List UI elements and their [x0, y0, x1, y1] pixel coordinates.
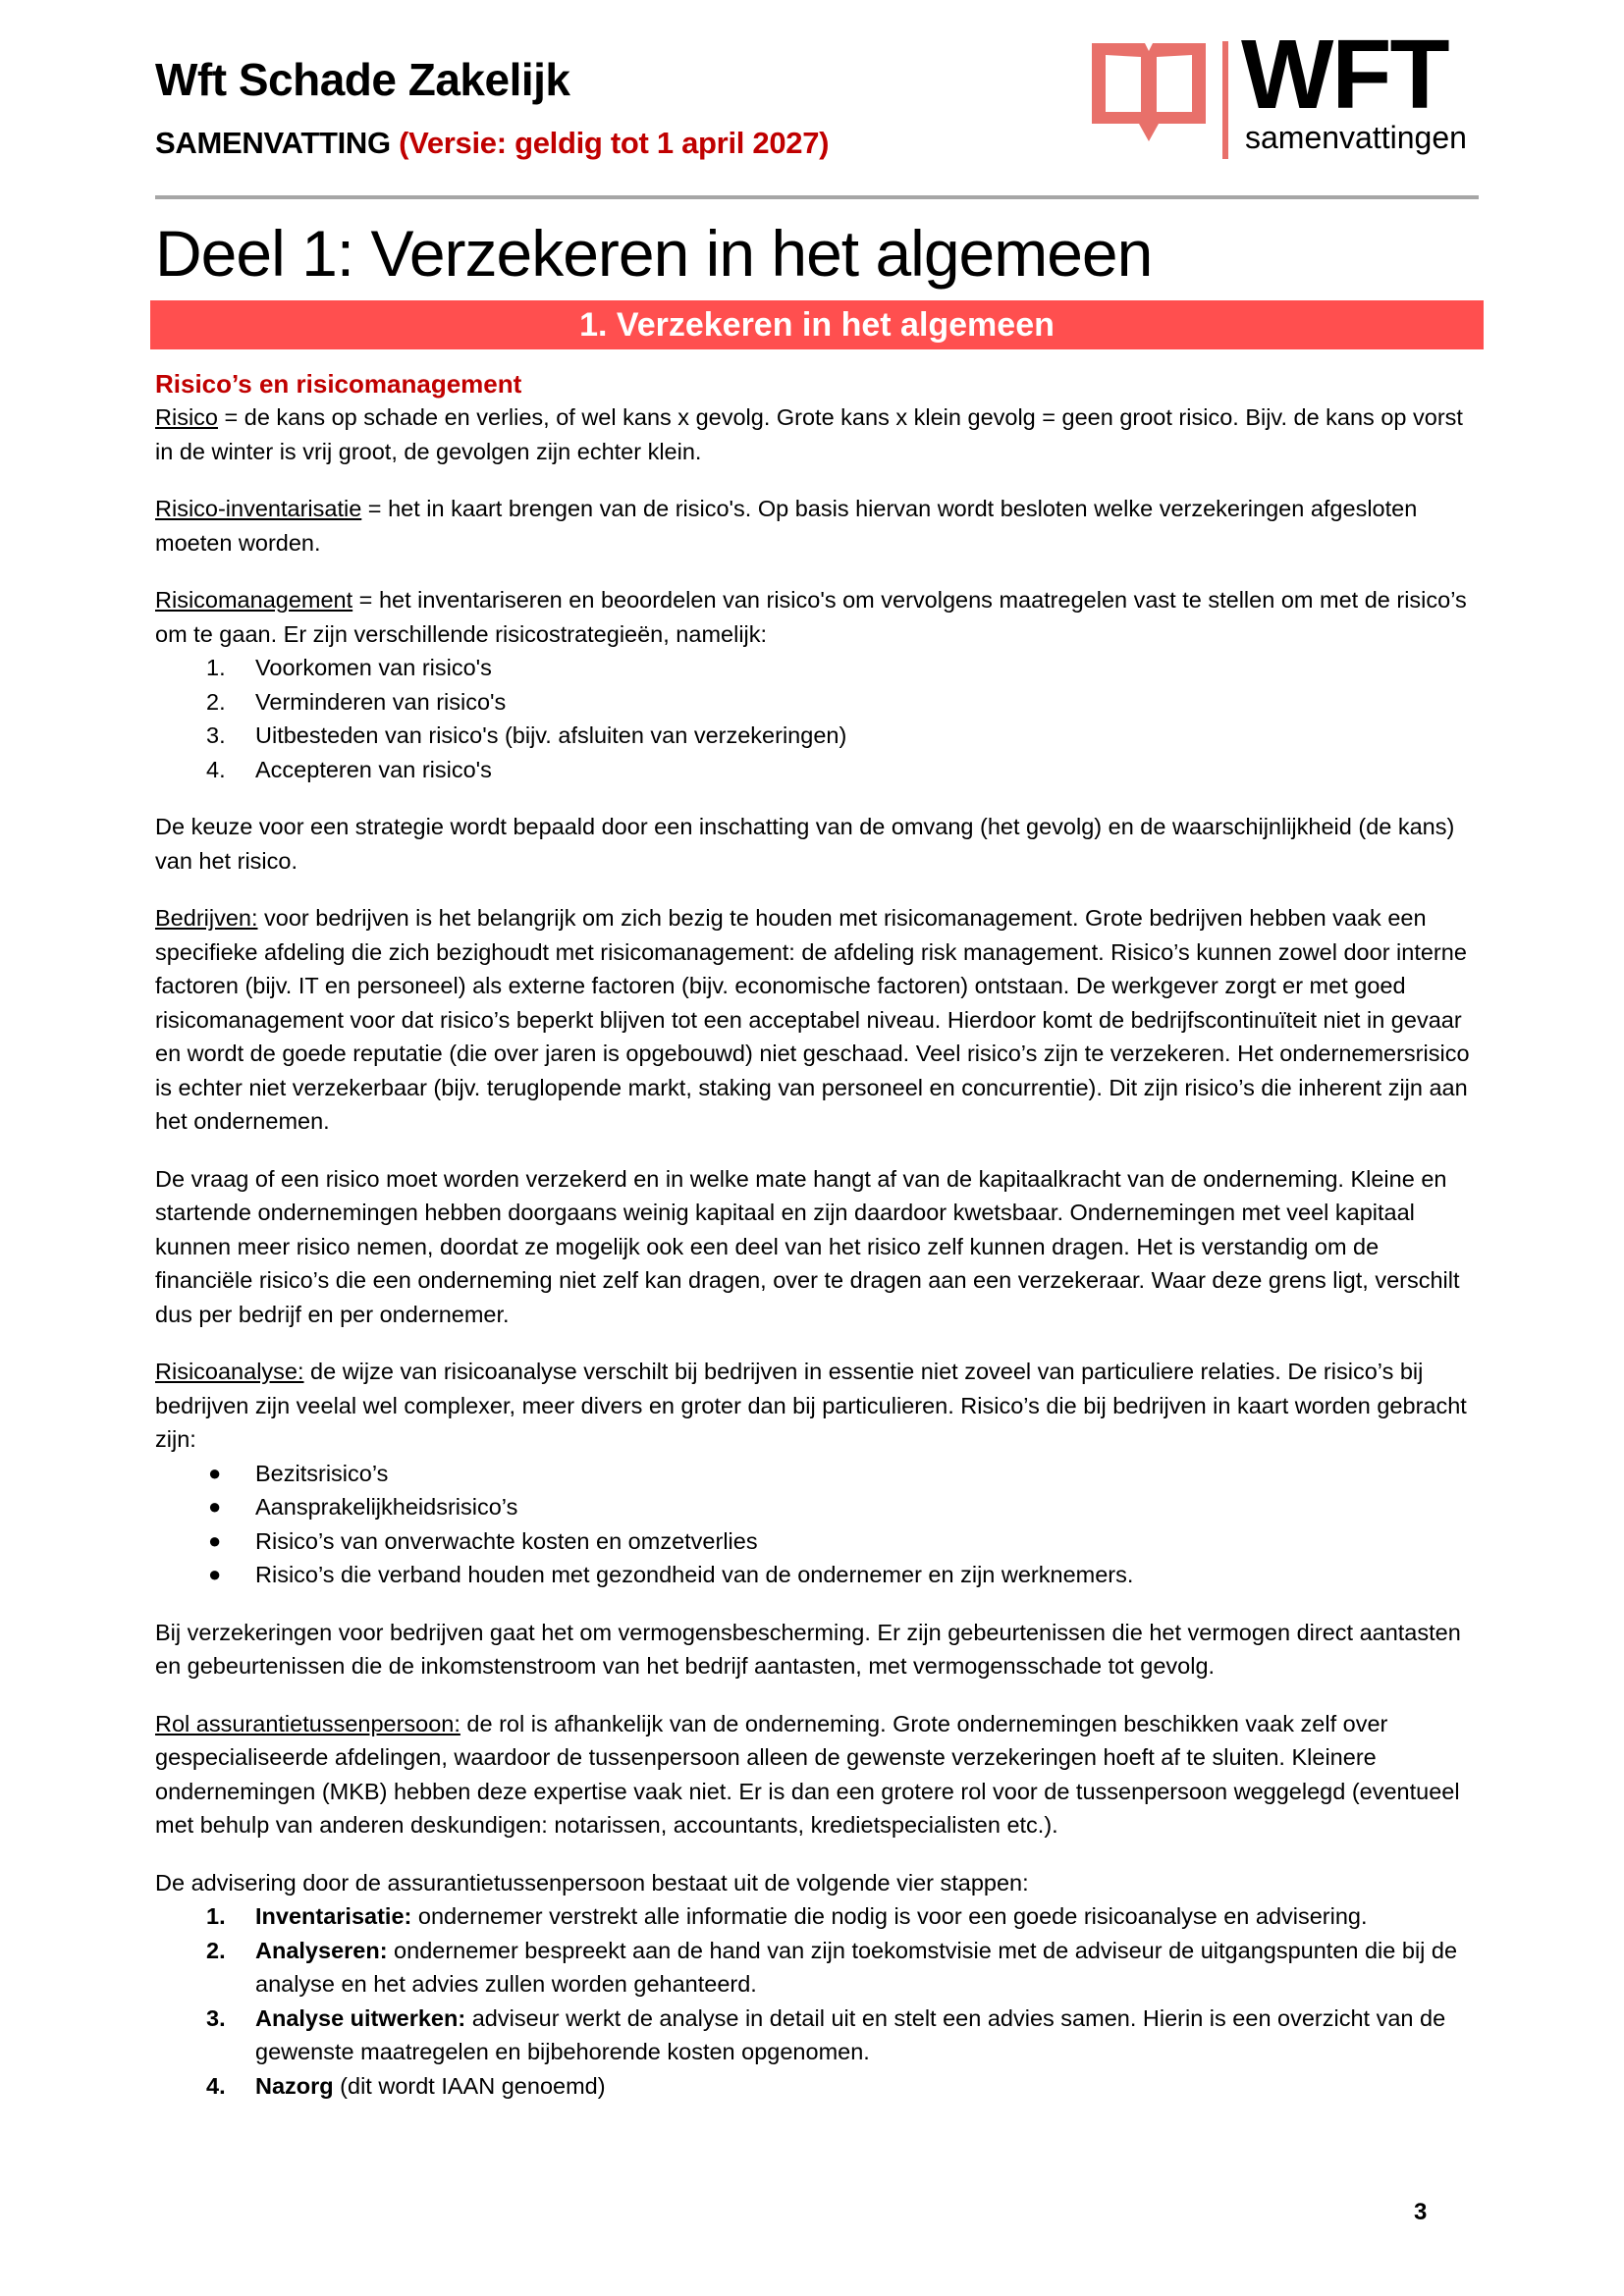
subtitle-label: SAMENVATTING	[155, 126, 391, 160]
list-number: 3.	[206, 722, 226, 748]
step-label: Inventarisatie:	[255, 1903, 412, 1929]
list-text: Aansprakelijkheidsrisico’s	[255, 1494, 518, 1520]
wft-logo	[1088, 20, 1481, 163]
list-number: 2.	[206, 688, 226, 715]
definition-text: = het in kaart brengen van de risico's. Op basis hiervan wordt besloten welke verzekeringen afgesloten moeten worden.	[155, 496, 1418, 556]
list-item	[155, 719, 1481, 753]
step-label: Nazorg	[255, 2072, 334, 2099]
term-rol: Rol assurantietussenpersoon:	[155, 1710, 460, 1736]
section-heading: Risico’s en risicomanagement	[155, 369, 522, 399]
paragraph-risicoanalyse	[155, 1355, 1481, 1457]
term-bedrijven: Bedrijven:	[155, 905, 258, 931]
chapter-title: 1. Verzekeren in het algemeen	[579, 305, 1055, 344]
list-text: ondernemer bespreekt aan de hand van zijn toekomstvisie met de adviseur de uitgangspunten die bij de analyse en het advies zullen worden gehanteerd.	[255, 1937, 1458, 1997]
list-item	[155, 1524, 1481, 1559]
list-text: Uitbesteden van risico's (bijv. afsluiten van verzekeringen)	[255, 722, 847, 748]
term-inventarisatie: Risico-inventarisatie	[155, 496, 362, 521]
paragraph-text: voor bedrijven is het belangrijk om zich bezig te houden met risicomanagement. Grote bedrijven hebben vaak een specifieke afdeling die zich bezighoudt met risicomanagement: de afdeling risk management. Risico’s kunnen zowel door interne factoren (bijv. IT en personeel) als externe factoren (bijv. economische factoren) ontstaan. De werkgever zorgt er met goed risicomanagement voor dat risico’s beperkt blijven tot een acceptabel niveau. Hierdoor komt de bedrijfscontinuïteit niet in gevaar en wordt de goede reputatie (die over jaren is opgebouwd) niet geschaad. Veel risico’s zijn te verzekeren. Het ondernemersrisico is echter niet verzekerbaar (bijv. teruglopende markt, staking van personeel en concurrentie). Dit zijn risico’s die inherent zijn aan het ondernemen.	[155, 905, 1470, 1134]
main-content	[155, 367, 1481, 2126]
risk-type-list	[155, 1457, 1481, 1592]
list-text: Accepteren van risico's	[255, 756, 492, 782]
logo-tagline: samenvattingen	[1245, 120, 1467, 155]
list-item	[155, 1457, 1481, 1491]
bullet-icon: ●	[208, 1460, 222, 1485]
paragraph-keuze: De keuze voor een strategie wordt bepaald door een inschatting van de omvang (het gevolg) en de waarschijnlijkheid (de kans) van het risico.	[155, 814, 1455, 874]
list-item	[155, 685, 1481, 720]
list-text: Risico’s van onverwachte kosten en omzetverlies	[255, 1527, 758, 1554]
definition-text: = het inventariseren en beoordelen van risico's om vervolgens maatregelen vast te stellen om met de risico’s om te gaan. Er zijn verschillende risicostrategieën, namelijk:	[155, 587, 1467, 647]
step-label: Analyse uitwerken:	[255, 2004, 466, 2031]
version-note: (Versie: geldig tot 1 april 2027)	[399, 126, 830, 160]
list-text: ondernemer verstrekt alle informatie die nodig is voor een goede risicoanalyse en advisering.	[411, 1903, 1368, 1929]
chapter-banner	[150, 300, 1484, 349]
strategy-list	[155, 651, 1481, 786]
header-divider	[155, 195, 1479, 199]
list-text: Verminderen van risico's	[255, 688, 507, 715]
list-item	[155, 1490, 1481, 1524]
list-item	[155, 2069, 1481, 2104]
term-risico: Risico	[155, 404, 218, 430]
list-text: (dit wordt IAAN genoemd)	[333, 2072, 606, 2099]
document-title: Wft Schade Zakelijk	[155, 54, 570, 105]
part-title: Deel 1: Verzekeren in het algemeen	[155, 217, 1153, 290]
list-item	[155, 1899, 1481, 1934]
list-text: Bezitsrisico’s	[255, 1460, 389, 1486]
list-item	[155, 2002, 1481, 2069]
list-item	[155, 651, 1481, 685]
paragraph-kapitaalkracht: De vraag of een risico moet worden verzekerd en in welke mate hangt af van de kapitaalkracht van de onderneming. Kleine en startende ondernemingen hebben doorgaans weinig kapitaal en zijn daardoor kwetsbaar. Ondernemingen met veel kapitaal kunnen meer risico nemen, doordat ze mogelijk ook een deel van het risico zelf kunnen dragen. Het is verstandig om de financiële risico’s die een onderneming niet zelf kan dragen, over te dragen aan een verzekeraar. Waar deze grens ligt, verschilt dus per bedrijf en per ondernemer.	[155, 1165, 1460, 1327]
list-number: 3.	[206, 2004, 226, 2031]
bullet-icon: ●	[208, 1562, 222, 1586]
term-risicomanagement: Risicomanagement	[155, 587, 353, 613]
page-number: 3	[1414, 2199, 1428, 2225]
list-text: Risico’s die verband houden met gezondheid van de ondernemer en zijn werknemers.	[255, 1562, 1134, 1587]
paragraph-rol	[155, 1707, 1481, 1842]
open-book-icon	[1088, 39, 1210, 147]
list-item	[155, 1934, 1481, 2002]
logo-divider	[1222, 41, 1228, 159]
paragraph-vermogen: Bij verzekeringen voor bedrijven gaat het om vermogensbescherming. Er zijn gebeurtenissen die het vermogen direct aantasten en gebeurtenissen die de inkomstenstroom van het bedrijf aantasten, met vermogensschade tot gevolg.	[155, 1619, 1461, 1679]
list-item	[155, 1558, 1481, 1592]
term-risicoanalyse: Risicoanalyse:	[155, 1359, 304, 1384]
paragraph-risicomanagement	[155, 583, 1481, 651]
list-text: Voorkomen van risico's	[255, 655, 492, 680]
paragraph-bedrijven	[155, 901, 1481, 1139]
paragraph-text: de rol is afhankelijk van de onderneming. Grote ondernemingen beschikken vaak zelf over gespecialiseerde afdelingen, waardoor de tussenpersoon alleen de gewenste verzekeringen hoeft af te sluiten. Kleinere ondernemingen (MKB) hebben deze expertise vaak niet. Er is dan een grotere rol voor de tussenpersoon weggelegd (eventueel met behulp van anderen deskundigen: notarissen, accountants, kredietspecialisten etc.).	[155, 1710, 1460, 1838]
list-text: adviseur werkt de analyse in detail uit en stelt een advies samen. Hierin is een overzicht van de gewenste maatregelen en bijbehorende kosten opgenomen.	[255, 2004, 1446, 2064]
document-subtitle	[155, 128, 829, 158]
logo-brand: WFT	[1241, 20, 1448, 130]
list-number: 1.	[206, 655, 226, 680]
paragraph-risico	[155, 400, 1481, 468]
list-number: 4.	[206, 2072, 226, 2099]
paragraph-text: de wijze van risicoanalyse verschilt bij bedrijven in essentie niet zoveel van particuliere relaties. De risico’s bij bedrijven zijn veelal wel complexer, meer divers en groter dan bij particulieren. Risico’s die bij bedrijven in kaart worden gebracht zijn:	[155, 1359, 1467, 1452]
bullet-icon: ●	[208, 1494, 222, 1519]
definition-text: = de kans op schade en verlies, of wel kans x gevolg. Grote kans x klein gevolg = geen groot risico. Bijv. de kans op vorst in de winter is vrij groot, de gevolgen zijn echter klein.	[155, 404, 1463, 464]
step-label: Analyseren:	[255, 1937, 388, 1963]
list-number: 4.	[206, 756, 226, 782]
list-number: 2.	[206, 1937, 226, 1963]
bullet-icon: ●	[208, 1527, 222, 1553]
list-item	[155, 753, 1481, 787]
list-number: 1.	[206, 1903, 226, 1929]
advice-steps-list	[155, 1899, 1481, 2103]
paragraph-advisering: De advisering door de assurantietussenpersoon bestaat uit de volgende vier stappen:	[155, 1869, 1029, 1896]
paragraph-inventarisatie	[155, 492, 1481, 560]
